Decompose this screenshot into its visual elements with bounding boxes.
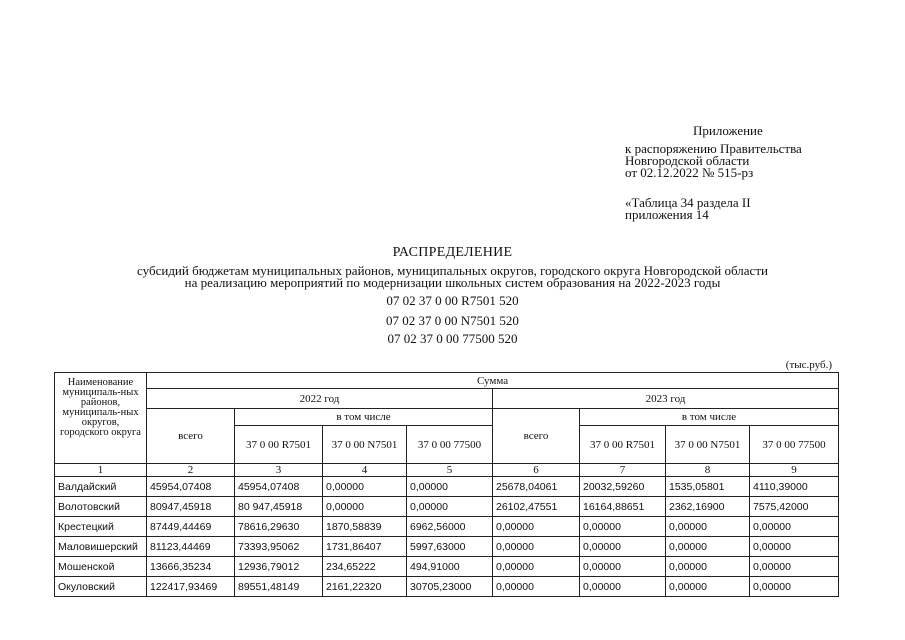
amount-cell: 25678,04061 [493, 477, 580, 497]
amount-cell: 80947,45918 [147, 497, 235, 517]
column-number: 4 [323, 464, 407, 477]
document-subtitle: субсидий бюджетам муниципальных районов, муниципальных округов, городского округа Новгородской области [137, 263, 768, 278]
amount-cell: 7575,42000 [750, 497, 839, 517]
amount-cell: 0,00000 [407, 477, 493, 497]
header-code-77500: 37 0 00 77500 [750, 426, 839, 464]
column-number-row [55, 464, 839, 477]
header-code-n7501: 37 0 00 N7501 [666, 426, 750, 464]
table-reference-line: «Таблица 34 раздела II [625, 195, 751, 210]
table-row [55, 517, 839, 537]
amount-cell: 1731,86407 [323, 537, 407, 557]
document-title: РАСПРЕДЕЛЕНИЕ [392, 245, 513, 260]
municipality-name-cell: Окуловский [55, 577, 147, 597]
amount-cell: 26102,47551 [493, 497, 580, 517]
header-including-2022: в том числе [235, 409, 493, 426]
header-total-2022: всего [147, 409, 235, 464]
column-number: 2 [147, 464, 235, 477]
amount-cell: 5997,63000 [407, 537, 493, 557]
table-reference-line: приложения 14 [625, 207, 709, 222]
municipality-name-cell: Крестецкий [55, 517, 147, 537]
column-number: 8 [666, 464, 750, 477]
amount-cell: 0,00000 [580, 537, 666, 557]
amount-cell: 13666,35234 [147, 557, 235, 577]
column-number: 5 [407, 464, 493, 477]
header-code-77500: 37 0 00 77500 [407, 426, 493, 464]
amount-cell: 122417,93469 [147, 577, 235, 597]
header-including-2023: в том числе [580, 409, 839, 426]
table-row [55, 477, 839, 497]
amount-cell: 0,00000 [666, 557, 750, 577]
header-name: Наименование муниципаль-ных районов, муниципаль-ных округов, городского округа [55, 373, 147, 464]
amount-cell: 45954,07408 [235, 477, 323, 497]
column-number: 9 [750, 464, 839, 477]
header-code-r7501: 37 0 00 R7501 [580, 426, 666, 464]
amount-cell: 0,00000 [750, 557, 839, 577]
document-subtitle: на реализацию мероприятий по модернизации школьных систем образования на 2022-2023 годы [184, 275, 721, 290]
header-total-2023: всего [493, 409, 580, 464]
table-row [55, 577, 839, 597]
appendix-line: Новгородской области [625, 153, 750, 168]
amount-cell: 494,91000 [407, 557, 493, 577]
amount-cell: 0,00000 [750, 517, 839, 537]
amount-cell: 0,00000 [750, 577, 839, 597]
header-code-r7501: 37 0 00 R7501 [235, 426, 323, 464]
amount-cell: 0,00000 [493, 577, 580, 597]
amount-cell: 89551,48149 [235, 577, 323, 597]
budget-code: 07 02 37 0 00 R7501 520 [386, 293, 519, 308]
units-label: (тыс.руб.) [785, 359, 832, 371]
amount-cell: 0,00000 [666, 577, 750, 597]
table-row [55, 557, 839, 577]
header-year-2023: 2023 год [493, 389, 839, 409]
amount-cell: 0,00000 [493, 537, 580, 557]
amount-cell: 234,65222 [323, 557, 407, 577]
amount-cell: 20032,59260 [580, 477, 666, 497]
table-row [55, 497, 839, 517]
appendix-line: от 02.12.2022 № 515-рз [625, 165, 754, 180]
header-code-n7501: 37 0 00 N7501 [323, 426, 407, 464]
amount-cell: 0,00000 [493, 557, 580, 577]
amount-cell: 0,00000 [580, 577, 666, 597]
amount-cell: 2161,22320 [323, 577, 407, 597]
table-row [55, 537, 839, 557]
amount-cell: 0,00000 [666, 537, 750, 557]
amount-cell: 16164,88651 [580, 497, 666, 517]
amount-cell: 12936,79012 [235, 557, 323, 577]
column-number: 1 [55, 464, 147, 477]
amount-cell: 1535,05801 [666, 477, 750, 497]
amount-cell: 0,00000 [580, 517, 666, 537]
appendix-title: Приложение [693, 123, 763, 138]
amount-cell: 0,00000 [407, 497, 493, 517]
amount-cell: 78616,29630 [235, 517, 323, 537]
budget-code: 07 02 37 0 00 N7501 520 [386, 313, 519, 328]
header-year-2022: 2022 год [147, 389, 493, 409]
amount-cell: 0,00000 [493, 517, 580, 537]
header-sum: Сумма [147, 373, 839, 389]
amount-cell: 4110,39000 [750, 477, 839, 497]
amount-cell: 1870,58839 [323, 517, 407, 537]
amount-cell: 6962,56000 [407, 517, 493, 537]
amount-cell: 73393,95062 [235, 537, 323, 557]
distribution-table [54, 372, 839, 597]
municipality-name-cell: Валдайский [55, 477, 147, 497]
amount-cell: 45954,07408 [147, 477, 235, 497]
amount-cell: 0,00000 [323, 477, 407, 497]
budget-code: 07 02 37 0 00 77500 520 [387, 331, 518, 346]
amount-cell: 0,00000 [580, 557, 666, 577]
column-number: 6 [493, 464, 580, 477]
municipality-name-cell: Маловишерский [55, 537, 147, 557]
amount-cell: 2362,16900 [666, 497, 750, 517]
amount-cell: 81123,44469 [147, 537, 235, 557]
amount-cell: 30705,23000 [407, 577, 493, 597]
column-number: 7 [580, 464, 666, 477]
amount-cell: 0,00000 [750, 537, 839, 557]
amount-cell: 80 947,45918 [235, 497, 323, 517]
appendix-line: к распоряжению Правительства [625, 141, 802, 156]
municipality-name-cell: Мошенской [55, 557, 147, 577]
amount-cell: 0,00000 [323, 497, 407, 517]
amount-cell: 0,00000 [666, 517, 750, 537]
column-number: 3 [235, 464, 323, 477]
municipality-name-cell: Волотовский [55, 497, 147, 517]
amount-cell: 87449,44469 [147, 517, 235, 537]
